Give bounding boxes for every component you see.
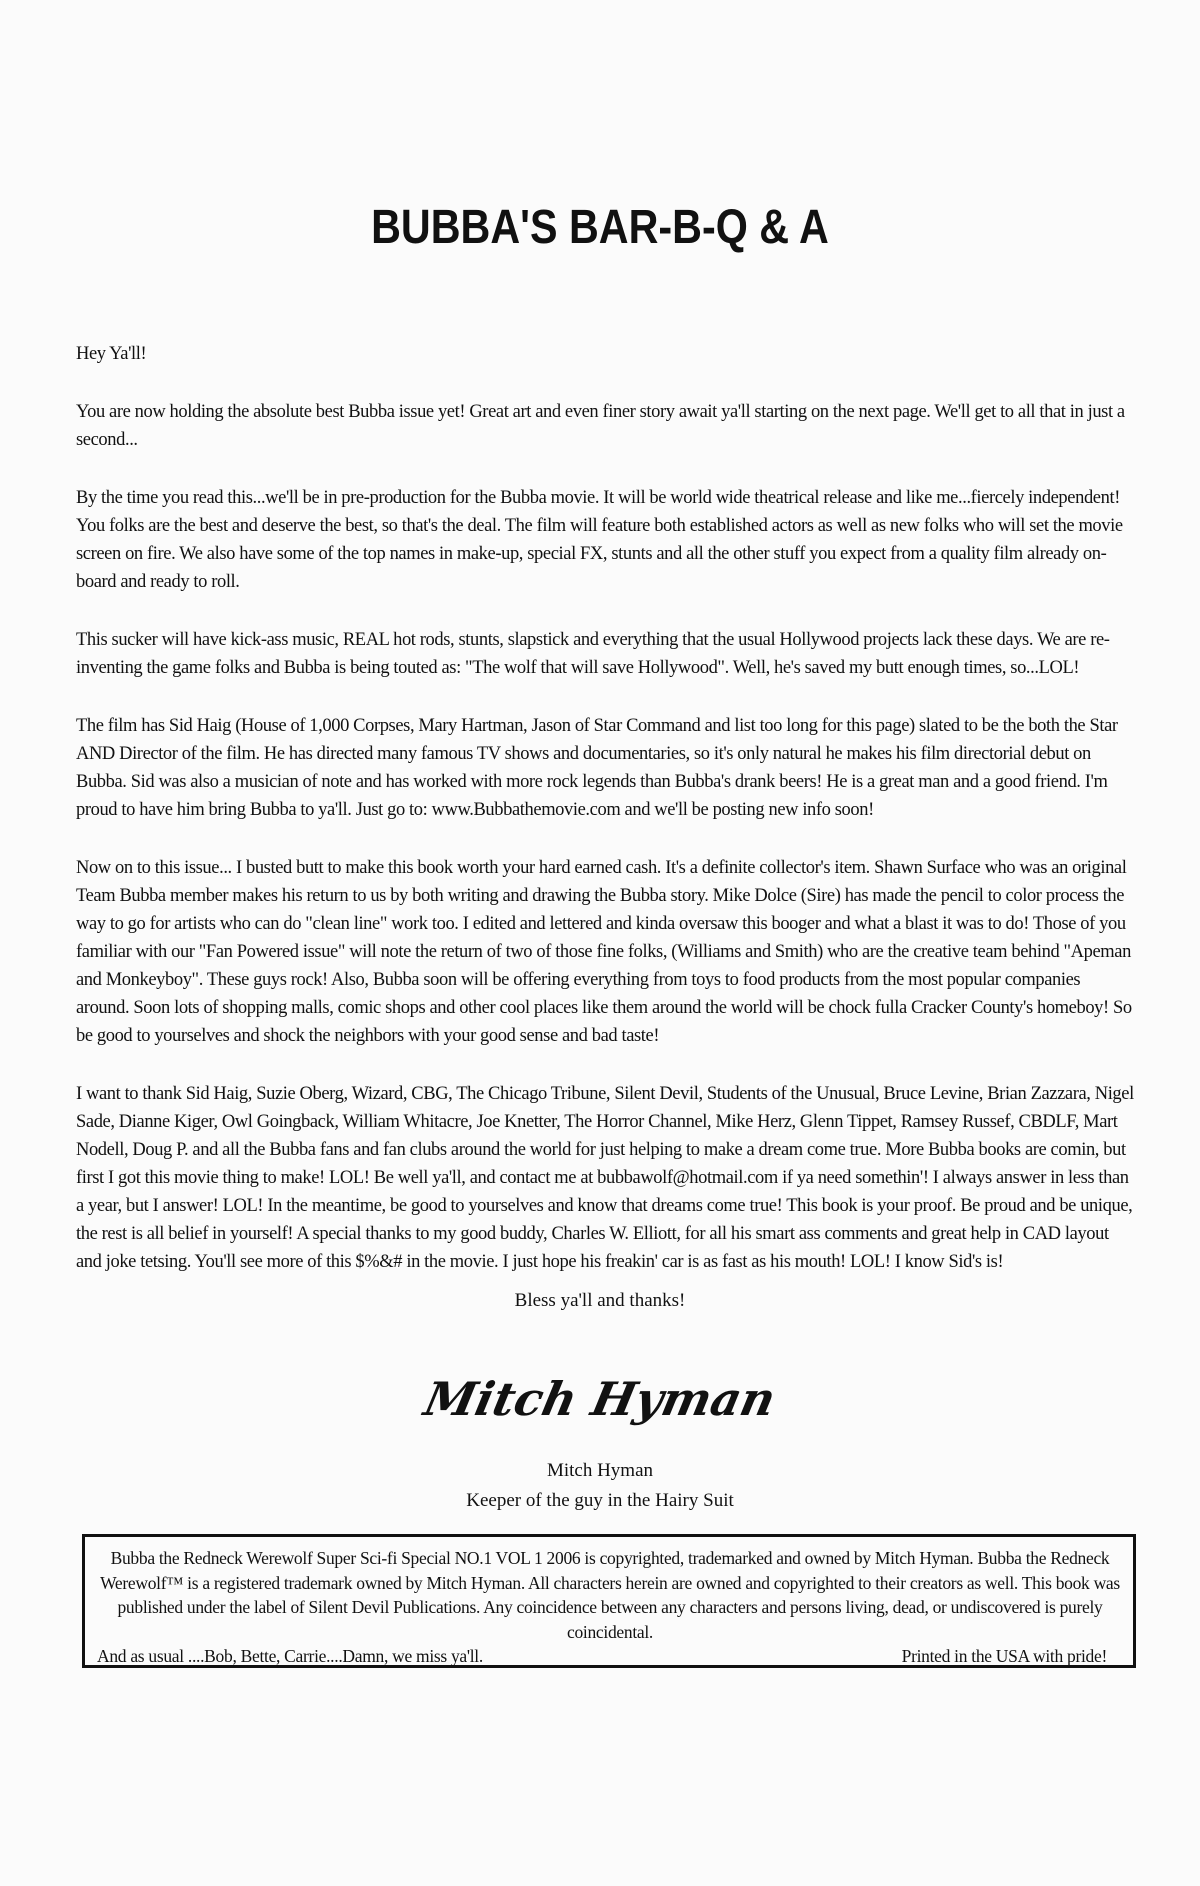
signoff-role: Keeper of the guy in the Hairy Suit <box>466 1490 734 1511</box>
paragraph-this-issue: Now on to this issue... I busted butt to make this book worth your hard earned cash. It's a definite collector's item. Shawn Surface who was an original Team Bubba member makes his return to us by both writing and drawing the Bubba story. Mike Dolce (Sire) has made the pencil to color process the way to go for artists who can do "clean line" work too. I edited and lettered and kinda oversaw this booger and what a blast it was to do! Those of you familiar with our "Fan Powered issue" will note the return of two of those fine folks, (Williams and Smith) who are the creative team behind "Apeman and Monkeyboy". These guys rock! Also, Bubba soon will be offering everything from toys to food products from the most popular companies around. Soon lots of shopping malls, comic shops and other cool places like them around the world will be chock fulla Cracker County's homeboy! So be good to yourselves and shock the neighbors with your good sense and bad taste! <box>76 858 1132 1046</box>
handwritten-signature: Mitch Hyman <box>419 1372 781 1426</box>
notice-printed: Printed in the USA with pride! <box>901 1646 1107 1666</box>
copyright-notice-box <box>82 1534 1136 1668</box>
paragraph-music: This sucker will have kick-ass music, REAL hot rods, stunts, slapstick and everything that the usual Hollywood projects lack these days. We are re-inventing the game folks and Bubba is being touted as: "The wolf that will save Hollywood". Well, he's saved my butt enough times, so...LOL! <box>76 630 1110 678</box>
notice-last-line <box>97 1644 1123 1669</box>
notice-line: published under the label of Silent Devil Publications. Any coincidence between any characters and persons living, dead, or undiscovered is purely coincidental. <box>117 1597 1103 1642</box>
paragraph-sid-haig: The film has Sid Haig (House of 1,000 Corpses, Mary Hartman, Jason of Star Command and list too long for this page) slated to be the both the Star AND Director of the film. He has directed many famous TV shows and documentaries, so it's only natural he makes his film directorial debut on Bubba. Sid was also a musician of note and has worked with more rock legends than Bubba's drank beers! He is a great man and a good friend. I'm proud to have him bring Bubba to ya'll. Just go to: www.Bubbathemovie.com and we'll be posting new info soon! <box>76 716 1118 820</box>
paragraph-movie: By the time you read this...we'll be in pre-production for the Bubba movie. It will be world wide theatrical release and like me...fiercely independent! You folks are the best and deserve the best, so that's the deal. The film will feature both established actors as well as new folks who will set the movie screen on fire. We also have some of the top names in make-up, special FX, stunts and all the other stuff you expect from a quality film already on-board and ready to roll. <box>76 488 1123 592</box>
paragraph-greeting: Hey Ya'll! <box>76 344 147 364</box>
signoff-name: Mitch Hyman <box>546 1460 654 1481</box>
closing-line: Bless ya'll and thanks! <box>514 1290 686 1311</box>
paragraph-intro: You are now holding the absolute best Bubba issue yet! Great art and even finer story await ya'll starting on the next page. We'll get to all that in just a second... <box>76 402 1125 450</box>
notice-farewell: And as usual ....Bob, Bette, Carrie....Damn, we miss ya'll. <box>97 1646 483 1666</box>
notice-line: Werewolf™ is a registered trademark owned by Mitch Hyman. All characters herein are owned and copyrighted to their creators as well. This book was <box>100 1572 1120 1593</box>
paragraph-thanks: I want to thank Sid Haig, Suzie Oberg, Wizard, CBG, The Chicago Tribune, Silent Devil, Students of the Unusual, Bruce Levine, Brian Zazzara, Nigel Sade, Dianne Kiger, Owl Goingback, William Whitacre, Joe Knetter, The Horror Channel, Mike Herz, Glenn Tippet, Ramsey Russef, CBDLF, Mart Nodell, Doug P. and all the Bubba fans and fan clubs around the world for just helping to make a dream come true. More Bubba books are comin, but first I got this movie thing to make! LOL! Be well ya'll, and contact me at bubbawolf@hotmail.com if ya need somethin'! I always answer in less than a year, but I answer! LOL! In the meantime, be good to yourselves and know that dreams come true! This book is your proof. Be proud and be unique, the rest is all belief in yourself! A special thanks to my good buddy, Charles W. Elliott, for all his smart ass comments and great help in CAD layout and joke tetsing. You'll see more of this $%&# in the movie. I just hope his freakin' car is as fast as his mouth! LOL! I know Sid's is! <box>76 1084 1134 1272</box>
page-title: BUBBA'S BAR-B-Q & A <box>371 201 829 254</box>
notice-line: Bubba the Redneck Werewolf Super Sci-fi Special NO.1 VOL 1 2006 is copyrighted, trademarked and owned by Mitch Hyman. Bubba the Redneck <box>110 1548 1110 1568</box>
letter-body <box>76 340 1136 1306</box>
